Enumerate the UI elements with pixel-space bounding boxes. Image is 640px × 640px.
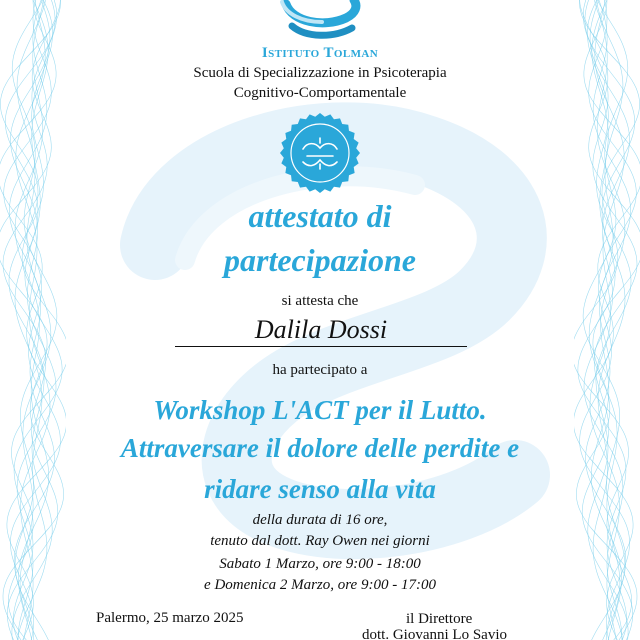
course-duration: della durata di 16 ore, [252, 512, 388, 528]
participant-name: Dalila Dossi [175, 314, 467, 347]
director-name: dott. Giovanni Lo Savio [362, 627, 507, 640]
institute-subtitle-line1: Scuola di Specializzazione in Psicoterapia [193, 65, 447, 81]
course-day1: Sabato 1 Marzo, ore 9:00 - 18:00 [219, 556, 421, 572]
ornamental-seal-icon [279, 112, 361, 194]
course-title-line1: Workshop L'ACT per il Lutto. [153, 395, 487, 425]
course-title-line3: ridare senso alla vita [204, 474, 436, 504]
place-and-date: Palermo, 25 marzo 2025 [96, 610, 244, 626]
istituto-tolman-logo-icon [272, 0, 364, 40]
participation-text: ha partecipato a [272, 362, 368, 378]
course-day2: e Domenica 2 Marzo, ore 9:00 - 17:00 [204, 577, 436, 593]
attestation-intro: si attesta che [281, 293, 359, 309]
certificate-title-line2: partecipazione [224, 242, 416, 278]
certificate-title-line1: attestato di [248, 198, 392, 234]
institute-name: Istituto Tolman [261, 45, 379, 61]
director-title: il Direttore [406, 611, 473, 627]
course-title-line2: Attraversare il dolore delle perdite e [120, 433, 520, 463]
course-instructor: tenuto dal dott. Ray Owen nei giorni [210, 533, 430, 549]
institute-subtitle-line2: Cognitivo-Comportamentale [233, 85, 407, 101]
